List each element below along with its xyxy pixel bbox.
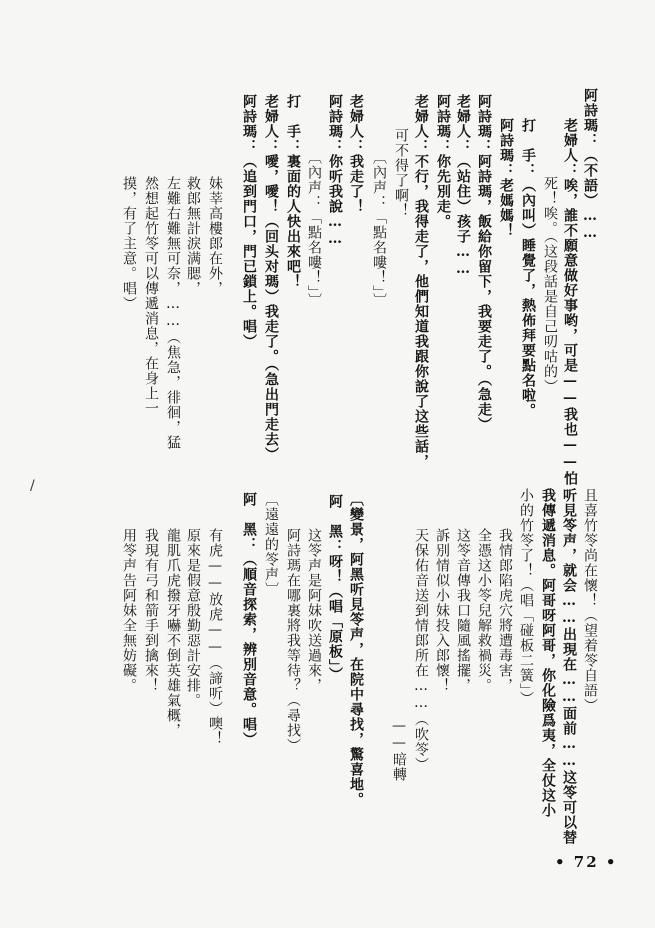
verse-line: 这笭音傳我口隨風搖擺， bbox=[455, 528, 471, 693]
text-column: 阿 黑：（順音探索，辨別音意。唱） bbox=[241, 492, 257, 747]
text-column: 阿詩瑪：老媽媽！ bbox=[498, 118, 514, 238]
text-column: 然想起竹笭可以傳遞消息，在身上一 bbox=[143, 176, 159, 416]
verse-line: 天保佑音送到情郎所在……（吹笭） bbox=[413, 528, 429, 772]
stage-direction: 〔內声：「點名嘍！」〕 bbox=[306, 150, 322, 308]
text-column: 阿詩瑪：阿詩瑪，飯給你留下，我要走了。（急走） bbox=[476, 94, 492, 432]
text-column: 阿詩瑪：（追到門口，門已鎖上。唱） bbox=[241, 94, 257, 349]
text-column: 阿詩瑪：你先別走。 bbox=[435, 94, 451, 229]
stage-direction: 〔遠遠的笭声〕 bbox=[263, 492, 279, 597]
text-column: 死！唉。（这段話是自己叨咕的） bbox=[542, 176, 558, 394]
text-column: 我傳遞消息。阿哥呀阿哥，你化險爲夷，全仗这小 bbox=[540, 488, 556, 818]
text-column: 阿詩瑪：（不語）…… bbox=[582, 88, 598, 242]
verse-line: 用笭声告阿妹全無妨礙。 bbox=[121, 528, 137, 693]
text-column: 小的竹笭了！（唱「碰板二簧」） bbox=[518, 488, 534, 706]
text-column: 老婦人：（站住）孩子…… bbox=[455, 94, 471, 278]
text-column: 老婦人：不行，我得走了，他們知道我跟你說了这些話， bbox=[413, 94, 429, 469]
verse-line: 原來是假意殷勤惡計安排。 bbox=[185, 528, 201, 708]
text-column: 阿 黑：呀！（唱「原板」） bbox=[327, 494, 343, 682]
text-column: 打 手：（內叫）睡覺了，熱佈拜要點名啦。 bbox=[520, 118, 536, 418]
verse-line: 阿詩瑪在哪裏將我等待？（尋找） bbox=[285, 528, 301, 753]
page-number: • 72 • bbox=[555, 853, 618, 871]
verse-line: 我現有弓和箭手到擒來！ bbox=[143, 528, 159, 693]
stray-mark: / bbox=[30, 478, 35, 494]
verse-line: 左難右難無可奈，……（焦急，徘徊，猛 bbox=[165, 176, 181, 450]
stage-direction: 〔變景，阿黑听見笭声，在院中尋找，驚喜地。 bbox=[348, 492, 364, 807]
text-column: 听見笭声，就会……出現在……面前……这笭可以替 bbox=[561, 488, 577, 845]
text-column: 摸，有了主意。唱） bbox=[121, 176, 137, 311]
verse-line: 妹莘高樓郎在外， bbox=[207, 176, 223, 296]
verse-line: 龍肌爪虎撥牙嚇不倒英雄氣概， bbox=[165, 528, 181, 738]
verse-line: 这笭声是阿妹吹送過來， bbox=[306, 528, 322, 693]
text-column: 打 手：裏面的人快出來吧！ bbox=[285, 94, 301, 289]
text-column: 阿詩瑪：你听我說…… bbox=[327, 94, 343, 248]
stage-direction: 〔內声：「點名嘍！」〕 bbox=[371, 150, 387, 308]
verse-line: 救郎無計淚满腮， bbox=[185, 176, 201, 296]
stage-direction: ——暗轉 bbox=[391, 718, 407, 782]
verse-line: 全憑这小笭兒解救禍災。 bbox=[476, 528, 492, 693]
text-column: 老婦人：唉，誰不願意做好事哟，可是——我也——怕 bbox=[562, 118, 578, 486]
verse-line: 有虎——放虎——（諦听）噢！ bbox=[207, 528, 223, 746]
text-column: 老婦人：我走了！ bbox=[348, 94, 364, 214]
verse-line: 訴別情似小妹投入郎懷！ bbox=[434, 528, 450, 693]
verse-line: 且喜竹笭尚在懷！（望着笭自語） bbox=[582, 488, 598, 713]
text-column: 可不得了啊！ bbox=[393, 128, 409, 218]
verse-line: 我情郎陷虎穴將遭毒害， bbox=[497, 528, 513, 693]
text-column: 老婦人：噯，噯！（回头对瑪）我走了。（急出門走去） bbox=[263, 94, 279, 462]
